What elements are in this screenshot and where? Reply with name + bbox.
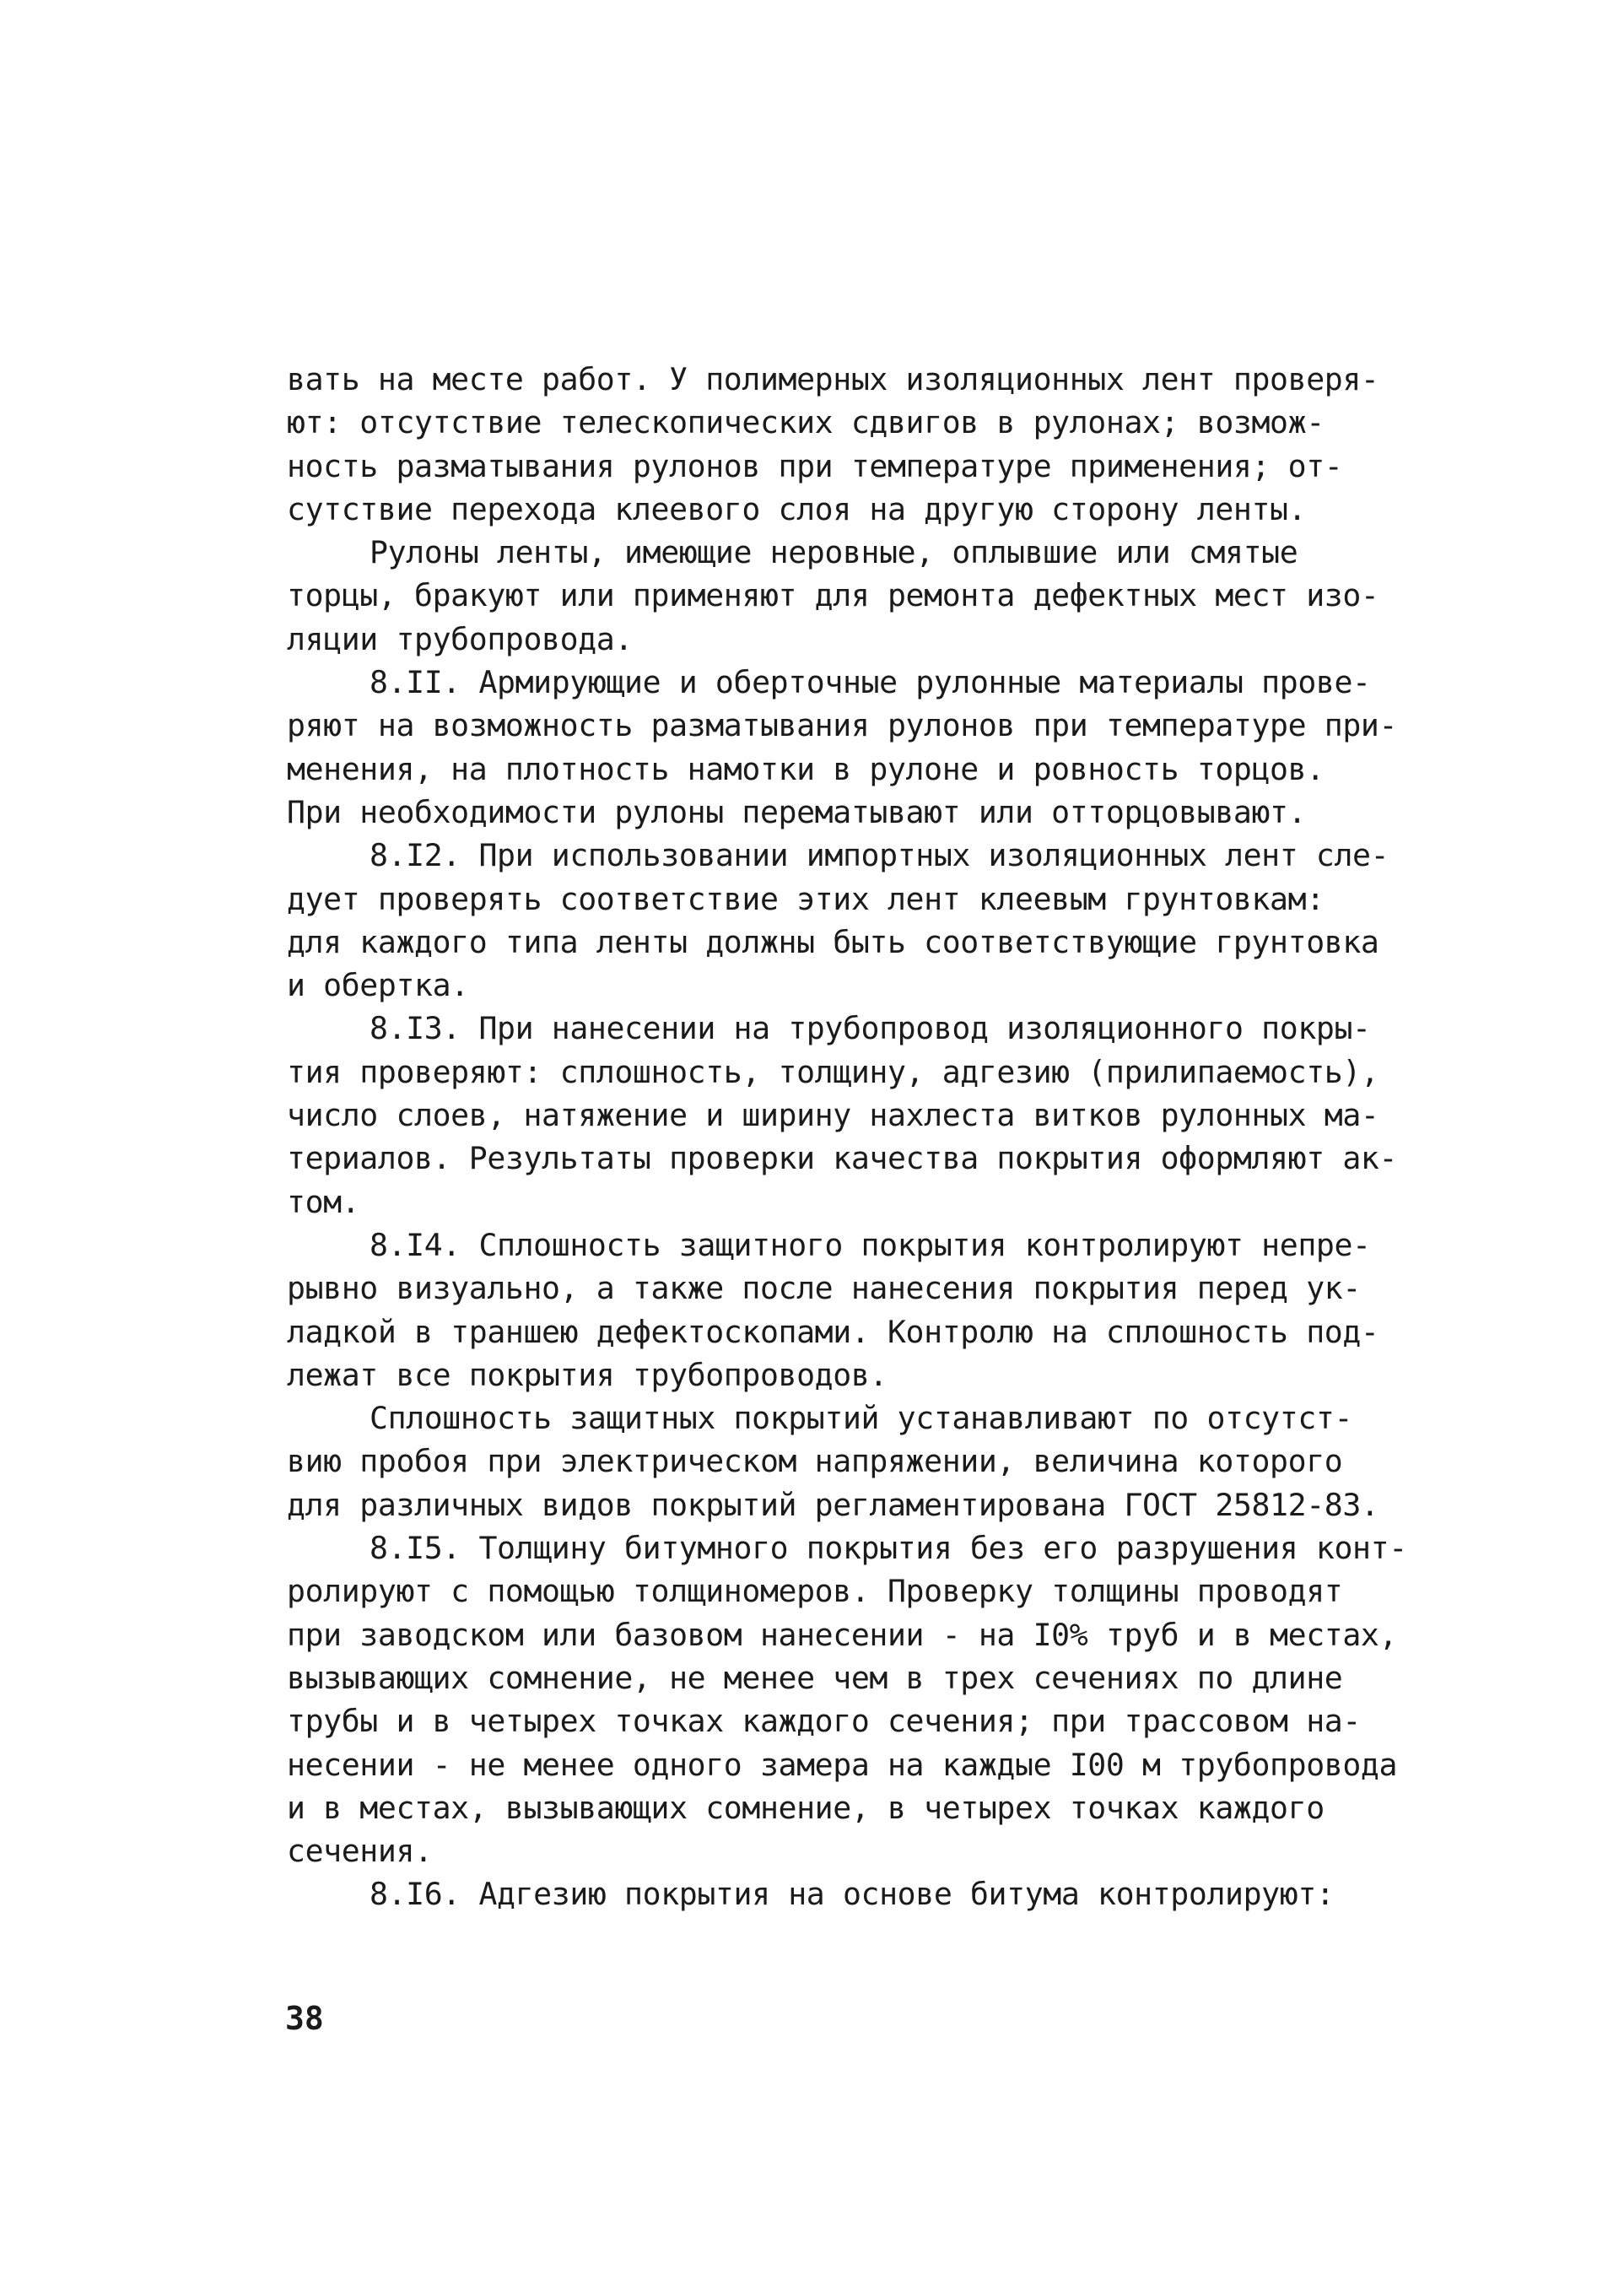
text-line: вию пробоя при электрическом напряжении, величина которого [287,1443,1343,1480]
text-line: сечения. [287,1833,433,1870]
paragraph-first-line: Рулоны ленты, имеющие неровные, оплывшие или смятые [370,534,1298,571]
text-line: менения, на плотность намотки в рулоне и ровность торцов. [287,750,1325,787]
text-line: торцы, бракуют или применяют для ремонта дефектных мест изо- [287,577,1379,614]
text-line: териалов. Результаты проверки качества покрытия оформляют ак- [287,1140,1398,1177]
page-number: 38 [285,2000,324,2037]
text-line: рывно визуально, а также после нанесения покрытия перед ук- [287,1270,1361,1307]
text-line: вызывающих сомнение, не менее чем в трех сечениях по длине [287,1659,1343,1696]
paragraph-first-line: 8.I4. Сплошность защитного покрытия контролируют непре- [370,1226,1371,1263]
text-line: и в местах, вызывающих сомнение, в четырех точках каждого [287,1789,1325,1826]
text-line: тия проверяют: сплошность, толщину, адгезию (прилипаемость), [287,1053,1379,1090]
text-line: ляции трубопровода. [287,620,633,657]
text-line: дует проверять соответствие этих лент клеевым грунтовкам: [287,880,1325,917]
text-line: ролируют с помощью толщиномеров. Проверку толщины проводят [287,1573,1343,1610]
text-line: и обертка. [287,967,469,1004]
text-line: вать на месте работ. У полимерных изоляционных лент проверя- [287,361,1379,397]
text-line: том. [287,1183,360,1220]
text-line: сутствие перехода клеевого слоя на другую сторону ленты. [287,490,1307,527]
paragraph-first-line: 8.I2. При использовании импортных изоляционных лент сле- [370,837,1389,874]
text-line: ладкой в траншею дефектоскопами. Контролю на сплошность под- [287,1313,1379,1350]
text-line: при заводском или базовом нанесении - на I0% труб и в местах, [287,1616,1398,1653]
text-line: ность разматывания рулонов при температуре применения; от- [287,447,1343,484]
paragraph-first-line: 8.I3. При нанесении на трубопровод изоляционного покры- [370,1010,1371,1047]
text-line: При необходимости рулоны перематывают или отторцовывают. [287,793,1307,830]
text-line: лежат все покрытия трубопроводов. [287,1356,888,1393]
text-line: ют: отсутствие телескопических сдвигов в рулонах; возмож- [287,404,1325,441]
text-line: число слоев, натяжение и ширину нахлеста витков рулонных ма- [287,1097,1379,1134]
body-text [287,358,1407,1916]
text-line: ряют на возможность разматывания рулонов при температуре при- [287,707,1398,744]
text-line: несении - не менее одного замера на каждые I00 м трубопровода [287,1746,1398,1783]
text-line: трубы и в четырех точках каждого сечения; при трассовом на- [287,1703,1361,1740]
paragraph-first-line: 8.II. Армирующие и оберточные рулонные материалы прове- [370,664,1371,701]
text-line: для различных видов покрытий регламентирована ГОСТ 25812-83. [287,1486,1379,1523]
text-line: для каждого типа ленты должны быть соответствующие грунтовка [287,923,1379,960]
paragraph-first-line: Сплошность защитных покрытий устанавливают по отсутст- [370,1400,1353,1437]
paragraph-first-line: 8.I5. Толщину битумного покрытия без его разрушения конт- [370,1530,1407,1567]
paragraph-first-line: 8.I6. Адгезию покрытия на основе битума контролируют: [370,1876,1335,1913]
